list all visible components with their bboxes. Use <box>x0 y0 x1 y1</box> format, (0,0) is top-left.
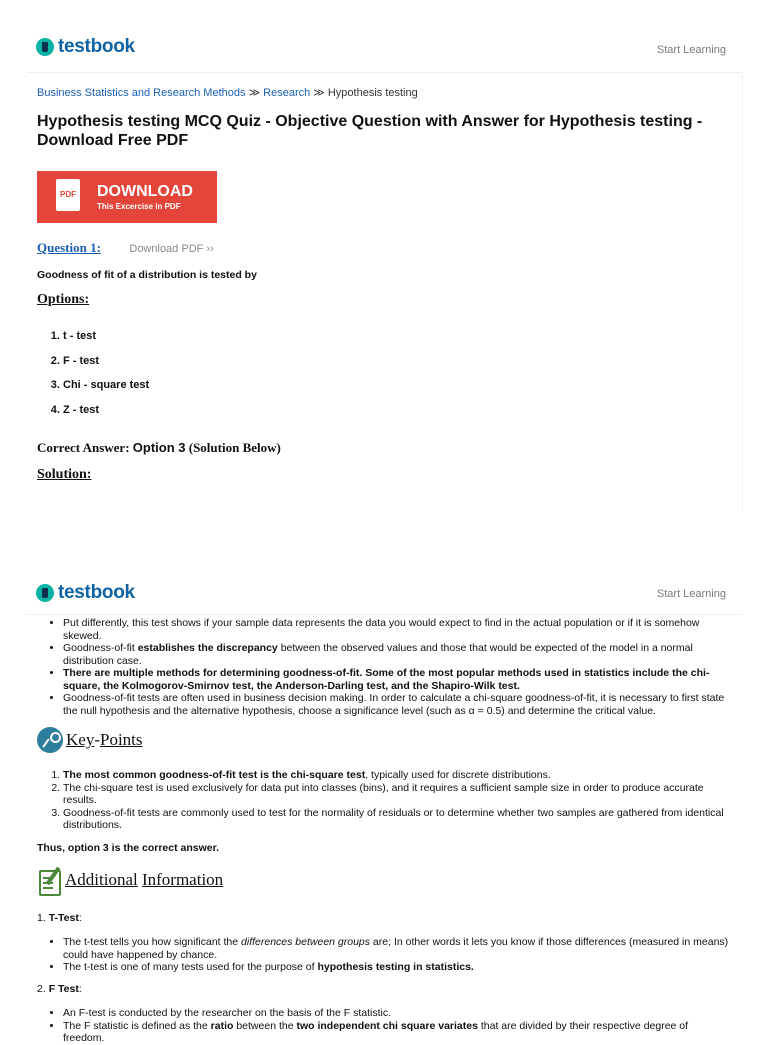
bullet-bold-text: establishes the discrepancy <box>137 642 278 654</box>
bullet-bold-text: ratio <box>210 1019 234 1032</box>
t-test-bullet <box>63 961 731 974</box>
additional-heading-b: Information <box>141 870 224 889</box>
t-test-bullet <box>63 936 731 961</box>
conclusion-text: Thus, option 3 is the correct answer. <box>37 842 220 854</box>
list-number: 2. <box>37 983 49 995</box>
key-point: 2. The chi-square test is used exclusively for data put into classes (bins), and it requires a sufficient sample size in order to produce accurate results. <box>63 782 731 807</box>
correct-suffix: (Solution Below) <box>185 440 281 455</box>
bullet-text: The t-test is one of many tests used for the purpose of <box>63 961 318 973</box>
key-points-list <box>37 769 731 832</box>
testbook-logo-icon <box>36 38 54 56</box>
download-pdf-banner[interactable] <box>37 171 217 223</box>
question-text: Goodness of fit of a distribution is tested by <box>37 269 257 281</box>
page-header <box>26 562 742 615</box>
page-title: Hypothesis testing MCQ Quiz - Objective Question with Answer for Hypothesis testing - Download Free PDF <box>37 113 703 149</box>
solution-title: Solution: <box>37 467 92 482</box>
page-gap <box>0 520 768 562</box>
option-item: 2. F - test <box>63 355 731 380</box>
key-point-bold: The most common goodness-of-fit test is the chi-square test <box>63 769 366 781</box>
page-edge-divider <box>742 72 743 512</box>
option-item: 4. Z - test <box>63 404 731 429</box>
key-points-heading-a: Key <box>66 730 95 749</box>
options-title: Options: <box>37 292 90 307</box>
f-test-bullet <box>63 1020 731 1045</box>
bullet-italic-text: differences between groups <box>241 936 371 948</box>
bullet-text: The F statistic is defined as the <box>63 1019 211 1032</box>
breadcrumb-link-business-statistics[interactable]: Business Statistics and Research Methods <box>37 87 246 99</box>
notepad-pencil-icon <box>37 866 61 894</box>
option-item: 1. t - test <box>63 330 731 355</box>
breadcrumb-link-research[interactable]: Research <box>263 87 311 99</box>
t-test-heading: 1. T-Test: <box>37 912 82 924</box>
download-subtitle: This Excercise in PDF <box>97 202 181 211</box>
key-point-text: , typically used for discrete distributions. <box>365 769 551 781</box>
solution-bullets <box>37 617 731 717</box>
bullet-text: are; In other words it lets you know if those differences (measured in means) could have happened by chance. <box>63 936 729 961</box>
key-point: 3. Goodness-of-fit tests are commonly used to test for the normality of residuals or to determine whether two samples are gathered from identical distributions. <box>63 807 731 832</box>
start-learning-link[interactable]: Start Learning <box>656 44 726 56</box>
pdf-page-1 <box>0 0 768 520</box>
solution-bullet: • Put differently, this test shows if your sample data represents the data you would expect to find in the actual population or if it is somehow skewed. <box>63 617 731 642</box>
breadcrumb-separator: ≫ <box>248 87 261 99</box>
key-points-heading <box>37 727 731 753</box>
breadcrumb-current: Hypothesis testing <box>327 87 418 99</box>
bullet-bold-text: hypothesis testing in statistics. <box>317 961 474 973</box>
brand-logo[interactable] <box>36 582 135 604</box>
bullet-text: between the observed values and those that would be expected of the model in a normal distribution case. <box>63 642 693 667</box>
bullet-bold-text: There are multiple methods for determining goodness-of-fit. Some of the most popular methods used in statistics include the chi-square, the Kolmogorov-Smirnov test, the Anderson-Darling test, and the Shapiro-Wilk test. <box>63 667 710 692</box>
additional-heading-a: Additional <box>65 870 138 889</box>
list-number: 1. <box>37 912 49 924</box>
correct-answer <box>37 440 731 456</box>
testbook-logo-icon <box>36 584 54 602</box>
bullet-text: Goodness-of-fit <box>63 642 138 654</box>
brand-name: testbook <box>58 36 135 57</box>
pdf-file-icon: PDF <box>56 179 80 211</box>
f-test-title: F Test <box>48 983 79 995</box>
solution-bullet <box>63 642 731 667</box>
page-header <box>26 0 742 73</box>
f-test-heading: 2. F Test: <box>37 983 82 995</box>
breadcrumb-separator: ≫ <box>313 87 325 99</box>
options-list <box>37 330 731 428</box>
t-test-title: T-Test <box>48 912 79 924</box>
brand-name: testbook <box>58 582 135 603</box>
start-learning-link[interactable]: Start Learning <box>656 588 726 600</box>
t-test-bullets <box>37 936 731 974</box>
question-header <box>37 239 731 257</box>
key-points-heading-sep: - <box>94 730 100 749</box>
key-point <box>63 769 731 782</box>
additional-information-heading <box>37 866 731 894</box>
download-title: DOWNLOAD <box>97 183 193 200</box>
f-test-bullet: • An F-test is conducted by the researcher on the basis of the F statistic. <box>63 1007 731 1020</box>
bullet-bold-text: two independent chi square variates <box>296 1019 478 1032</box>
f-test-bullets <box>37 1007 731 1045</box>
pdf-page-2 <box>0 562 768 1044</box>
correct-option: Option 3 <box>132 440 186 455</box>
bullet-text: The t-test tells you how significant the <box>63 936 242 948</box>
key-points-heading-b: Points <box>100 730 143 749</box>
key-icon <box>37 727 63 753</box>
bullet-text: that are divided by their respective degree of freedom. <box>63 1019 689 1044</box>
breadcrumb <box>37 86 731 99</box>
bullet-text: between the <box>233 1019 297 1032</box>
solution-bullet <box>63 667 731 692</box>
brand-logo[interactable] <box>36 36 135 58</box>
option-item: 3. Chi - square test <box>63 379 731 404</box>
correct-prefix: Correct Answer: <box>37 440 133 455</box>
solution-bullet: • Goodness-of-fit tests are often used in business decision making. In order to calculate a chi-square goodness-of-fit, it is necessary to first state the null hypothesis and the alternative hypothesis, choose a significance level (such as α = 0.5) and determine the critical value. <box>63 692 731 717</box>
question-label[interactable]: Question 1: <box>37 240 101 255</box>
download-pdf-link[interactable]: Download PDF ›› <box>129 243 214 255</box>
